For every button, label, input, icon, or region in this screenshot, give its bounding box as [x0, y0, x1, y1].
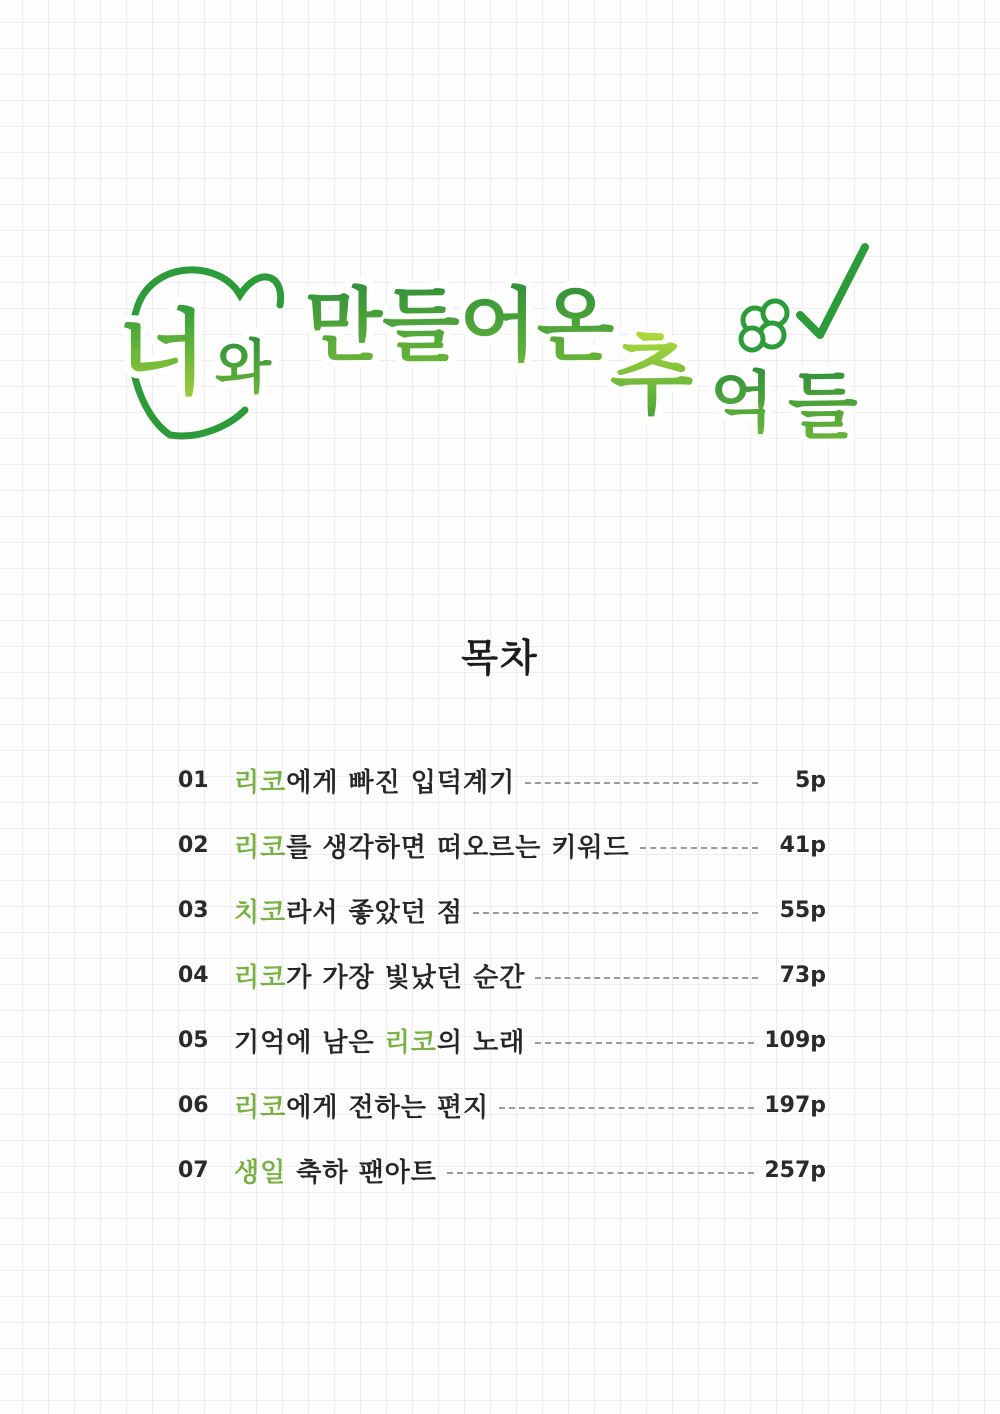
toc-item[interactable]: [178, 1008, 826, 1073]
chapter-title-highlight: 리코: [384, 1028, 437, 1058]
chapter-title: [234, 892, 463, 929]
title-char-2: 와: [215, 333, 272, 401]
chapter-title-highlight: 리코: [234, 768, 287, 798]
title-char-6: 들: [788, 364, 858, 448]
chapter-number: 01: [178, 768, 209, 793]
chapter-title-prefix: 기억에 남은: [234, 1028, 385, 1058]
dotted-leader: [535, 977, 758, 979]
toc-item[interactable]: [178, 943, 826, 1008]
page-number: 257p: [764, 1158, 826, 1183]
clover-icon: [741, 301, 787, 350]
chapter-title: [234, 957, 525, 994]
chapter-title: [234, 1022, 525, 1059]
checkmark-icon: [800, 247, 865, 335]
chapter-title-rest: 를 생각하면 떠오르는 키워드: [286, 833, 630, 863]
chapter-title-rest: 에게 전하는 편지: [286, 1093, 490, 1123]
title-main-word: 만들어온: [305, 279, 615, 372]
toc-item[interactable]: [178, 1138, 826, 1203]
toc-heading: 목차: [461, 636, 539, 680]
title-logo: [110, 235, 880, 450]
title-char-1: 너: [118, 300, 207, 407]
toc-item[interactable]: [178, 878, 826, 943]
chapter-title: [234, 827, 630, 864]
chapter-title-highlight: 리코: [234, 963, 287, 993]
title-char-4: 추: [610, 326, 694, 426]
chapter-title-rest: 가 가장 빛났던 순간: [286, 963, 526, 993]
chapter-title: [234, 1152, 437, 1189]
chapter-title-rest: 축하 팬아트: [286, 1158, 437, 1188]
chapter-title-rest: 에게 빠진 입덕계기: [286, 768, 516, 798]
page-number: 73p: [779, 963, 826, 988]
chapter-number: 03: [178, 898, 209, 923]
dotted-leader: [499, 1107, 754, 1109]
chapter-title-highlight: 치코: [234, 898, 287, 928]
toc-item[interactable]: [178, 813, 826, 878]
dotted-leader: [535, 1042, 754, 1044]
title-char-5: 억: [710, 364, 774, 441]
chapter-title: [234, 762, 515, 799]
page-number: 41p: [779, 833, 826, 858]
chapter-title-highlight: 리코: [234, 833, 287, 863]
chapter-title: [234, 1087, 489, 1124]
toc-item[interactable]: [178, 1073, 826, 1138]
toc-item[interactable]: [178, 748, 826, 813]
chapter-number: 06: [178, 1093, 209, 1118]
chapter-title-highlight: 리코: [234, 1093, 287, 1123]
table-of-contents: [178, 748, 826, 1203]
page-number: 109p: [764, 1028, 826, 1053]
dotted-leader: [640, 847, 758, 849]
page-number: 197p: [764, 1093, 826, 1118]
chapter-number: 07: [178, 1158, 209, 1183]
chapter-number: 05: [178, 1028, 209, 1053]
chapter-number: 04: [178, 963, 209, 988]
chapter-number: 02: [178, 833, 209, 858]
dotted-leader: [447, 1172, 754, 1174]
chapter-title-rest: 의 노래: [436, 1028, 526, 1058]
page-number: 55p: [779, 898, 826, 923]
chapter-title-rest: 라서 좋았던 점: [286, 898, 464, 928]
page-number: 5p: [794, 768, 826, 793]
dotted-leader: [525, 782, 758, 784]
dotted-leader: [473, 912, 758, 914]
chapter-title-highlight: 생일: [234, 1158, 287, 1188]
